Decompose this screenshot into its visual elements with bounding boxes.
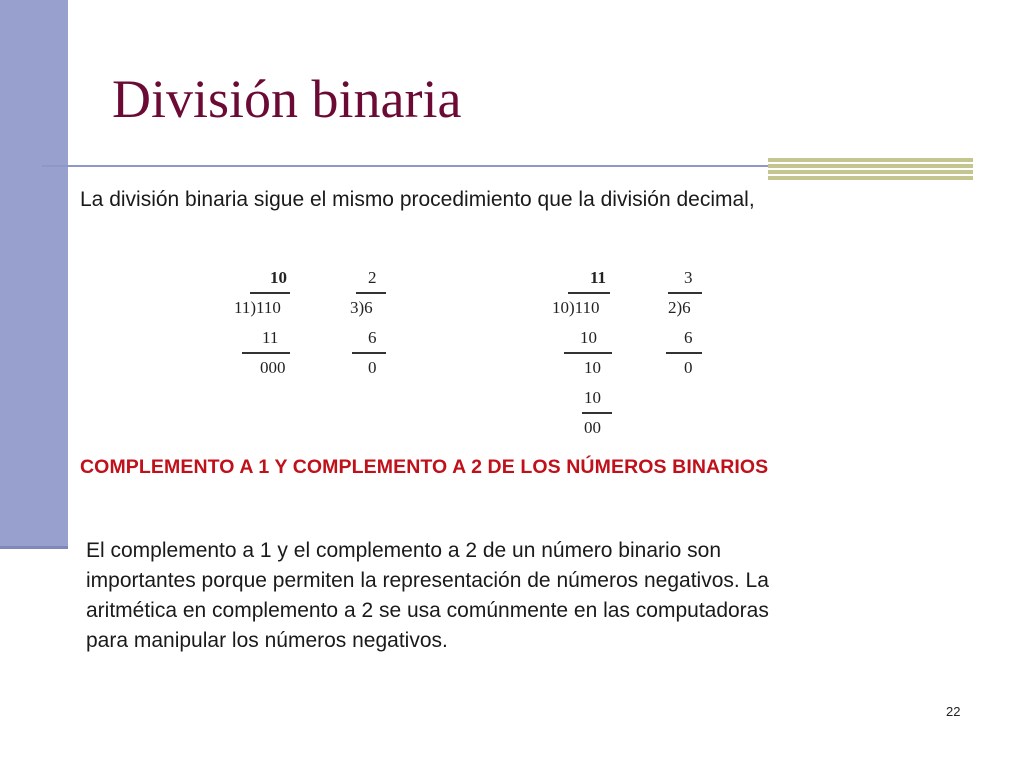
subtraction-bar-1 [564,352,612,354]
division-bar [356,292,386,294]
subtraction-bar-1 [242,352,290,354]
dividend-line: 3)6 [350,298,373,317]
intro-text: La división binaria sigue el mismo procedimiento que la división decimal, [80,188,755,211]
body-line: El complemento a 1 y el complemento a 2 de un número binario son [86,539,722,562]
accent-stripes [768,158,973,180]
subtrahend-1: 10 [580,328,597,347]
subtrahend-1: 11 [262,328,279,347]
subtrahend-1: 6 [368,328,377,347]
remainder-1: 000 [260,358,286,377]
quotient: 3 [684,268,693,287]
side-decor-bar [0,0,68,548]
body-line: para manipular los números negativos. [86,629,448,652]
dividend-line: 2)6 [668,298,691,317]
division-bar [568,292,610,294]
title-rule [42,165,770,167]
dividend-line: 10)110 [552,298,600,317]
body-line: aritmética en complemento a 2 se usa comúnmente en las computadoras [86,599,769,622]
subtraction-bar-1 [352,352,386,354]
subtrahend-1: 6 [684,328,693,347]
quotient: 11 [590,268,607,287]
body-paragraph [86,536,946,656]
remainder-1: 0 [684,358,693,377]
subtraction-bar-1 [666,352,702,354]
body-line: importantes porque permiten la representación de números negativos. La [86,569,769,592]
dividend-line: 11)110 [234,298,281,317]
subtrahend-2: 10 [584,388,601,407]
remainder-1: 0 [368,358,377,377]
remainder-2: 00 [584,418,601,437]
section-heading: COMPLEMENTO A 1 Y COMPLEMENTO A 2 DE LOS NÚMEROS BINARIOS [80,456,769,478]
page-number: 22 [946,704,961,719]
quotient: 2 [368,268,377,287]
division-bar [668,292,702,294]
side-decor-bar-edge [0,546,68,549]
division-bar [250,292,290,294]
quotient: 10 [270,268,287,287]
subtraction-bar-2 [582,412,612,414]
remainder-1: 10 [584,358,601,377]
slide-title: División binaria [112,69,462,129]
